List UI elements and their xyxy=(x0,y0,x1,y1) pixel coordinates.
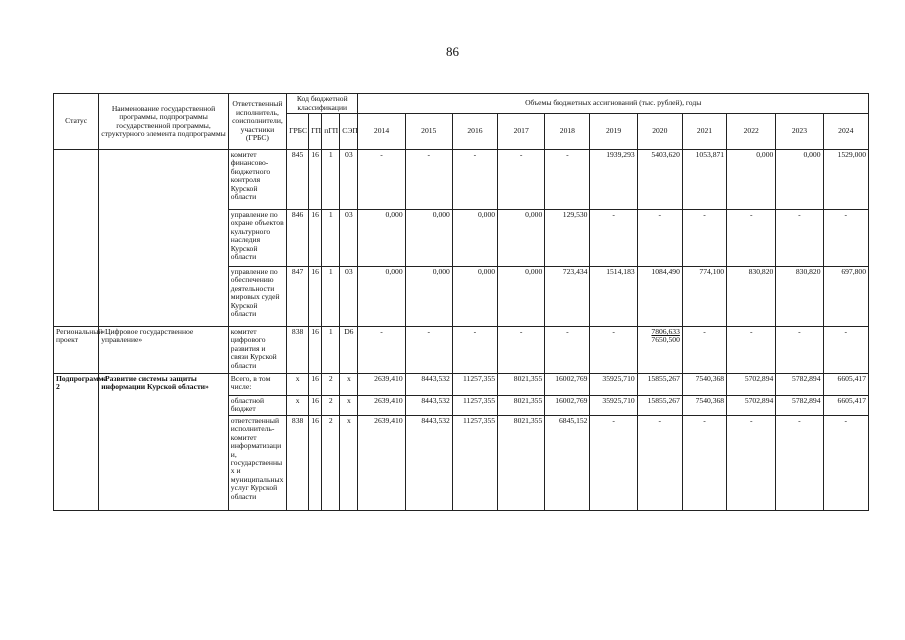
table-body xyxy=(54,150,869,511)
row-grbs: 847 xyxy=(287,267,309,327)
row-responsible: управление по охране объектов культурного наследия Курской области xyxy=(228,210,286,267)
row-value: 7540,368 xyxy=(682,396,726,416)
row-value: 0,000 xyxy=(727,150,776,210)
row-value: 16002,769 xyxy=(545,396,590,416)
row-value: - xyxy=(358,327,405,374)
row-value: 6605,417 xyxy=(823,396,868,416)
row-sep: 03 xyxy=(340,210,358,267)
row-pgp: 2 xyxy=(322,396,340,416)
row-gp: 16 xyxy=(309,396,322,416)
header-year: 2014 xyxy=(358,114,405,150)
row-value: 1514,183 xyxy=(590,267,637,327)
row-name xyxy=(99,150,229,327)
row-value: 7540,368 xyxy=(682,374,726,396)
header-year: 2018 xyxy=(545,114,590,150)
header-responsible: Ответственный исполнитель, соисполнители, участники (ГРБС) xyxy=(228,94,286,150)
row-value: - xyxy=(405,150,452,210)
row-value: 1053,871 xyxy=(682,150,726,210)
row-value: 11257,355 xyxy=(452,374,497,396)
row-value: 2639,410 xyxy=(358,396,405,416)
row-pgp: 2 xyxy=(322,374,340,396)
header-code-col: ГРБС xyxy=(287,114,309,150)
row-responsible: комитет финансово-бюджетного контроля Курской области xyxy=(228,150,286,210)
header-year: 2021 xyxy=(682,114,726,150)
row-value: - xyxy=(823,210,868,267)
row-value: 1529,000 xyxy=(823,150,868,210)
row-value: 1084,490 xyxy=(637,267,682,327)
header-year: 2024 xyxy=(823,114,868,150)
header-year: 2023 xyxy=(776,114,823,150)
header-code-group: Код бюджетной классификации xyxy=(287,94,358,114)
row-value-secondary: 7650,500 xyxy=(651,335,680,345)
row-value: - xyxy=(498,327,545,374)
row-responsible: областной бюджет xyxy=(228,396,286,416)
row-value: 8021,355 xyxy=(498,396,545,416)
row-value: - xyxy=(545,150,590,210)
header-year: 2015 xyxy=(405,114,452,150)
row-value: - xyxy=(590,416,637,511)
row-pgp: 2 xyxy=(322,416,340,511)
row-name: «Развитие системы защиты информации Курской области» xyxy=(99,374,229,511)
row-value: 830,820 xyxy=(776,267,823,327)
row-value: - xyxy=(682,327,726,374)
row-sep: x xyxy=(340,416,358,511)
row-name: «Цифровое государственное управление» xyxy=(99,327,229,374)
row-value: 35925,710 xyxy=(590,396,637,416)
table-row xyxy=(54,150,869,210)
table-row xyxy=(54,374,869,396)
row-responsible: комитет цифрового развития и связи Курской области xyxy=(228,327,286,374)
row-value: 5702,894 xyxy=(727,396,776,416)
row-value: 16002,769 xyxy=(545,374,590,396)
row-value: 6845,152 xyxy=(545,416,590,511)
row-value: 0,000 xyxy=(358,210,405,267)
row-value: - xyxy=(776,327,823,374)
row-value: 0,000 xyxy=(358,267,405,327)
row-pgp: 1 xyxy=(322,210,340,267)
row-gp: 16 xyxy=(309,210,322,267)
row-gp: 16 xyxy=(309,416,322,511)
row-value: 0,000 xyxy=(405,210,452,267)
row-value: - xyxy=(637,416,682,511)
row-value: 15855,267 xyxy=(637,374,682,396)
row-gp: 16 xyxy=(309,150,322,210)
row-gp: 16 xyxy=(309,327,322,374)
header-status: Статус xyxy=(54,94,99,150)
row-value: - xyxy=(452,150,497,210)
row-value: 0,000 xyxy=(405,267,452,327)
row-value: - xyxy=(637,210,682,267)
header-year: 2019 xyxy=(590,114,637,150)
row-value: - xyxy=(682,210,726,267)
row-value: - xyxy=(823,416,868,511)
row-value: 0,000 xyxy=(498,210,545,267)
row-value: - xyxy=(682,416,726,511)
row-value: - xyxy=(590,327,637,374)
row-value: - xyxy=(498,150,545,210)
page-number: 86 xyxy=(446,44,459,59)
row-value: - xyxy=(776,416,823,511)
header-year: 2016 xyxy=(452,114,497,150)
header-code-col: пГП xyxy=(322,114,340,150)
row-value: - xyxy=(727,327,776,374)
row-value: 0,000 xyxy=(452,210,497,267)
row-value: - xyxy=(452,327,497,374)
header-code-col: СЭП xyxy=(340,114,358,150)
row-sep: x xyxy=(340,374,358,396)
row-value xyxy=(637,327,682,374)
row-grbs: 846 xyxy=(287,210,309,267)
header-year: 2022 xyxy=(727,114,776,150)
row-value: - xyxy=(727,210,776,267)
row-value: 1939,293 xyxy=(590,150,637,210)
row-sep: D6 xyxy=(340,327,358,374)
row-value: - xyxy=(823,327,868,374)
row-value: 129,530 xyxy=(545,210,590,267)
row-value: 5782,894 xyxy=(776,396,823,416)
row-sep: 03 xyxy=(340,150,358,210)
header-name: Наименование государственной программы, подпрограммы государственной программы, структурного элемента подпрограммы xyxy=(99,94,229,150)
row-value: 774,100 xyxy=(682,267,726,327)
row-value: 697,800 xyxy=(823,267,868,327)
row-value: - xyxy=(590,210,637,267)
row-status: Подпрограмма 2 xyxy=(54,374,99,511)
row-value: - xyxy=(727,416,776,511)
row-value: - xyxy=(358,150,405,210)
header-year: 2017 xyxy=(498,114,545,150)
row-value: 8443,532 xyxy=(405,374,452,396)
row-pgp: 1 xyxy=(322,150,340,210)
row-value: 5782,894 xyxy=(776,374,823,396)
row-value: 8443,532 xyxy=(405,416,452,511)
row-sep: 03 xyxy=(340,267,358,327)
header-code-col: ГП xyxy=(309,114,322,150)
row-status xyxy=(54,150,99,327)
row-grbs: x xyxy=(287,374,309,396)
row-grbs: x xyxy=(287,396,309,416)
header-volume-group: Объемы бюджетных ассигнований (тыс. рублей), годы xyxy=(358,94,869,114)
row-value: 723,434 xyxy=(545,267,590,327)
row-value: 5403,620 xyxy=(637,150,682,210)
row-sep: x xyxy=(340,396,358,416)
row-pgp: 1 xyxy=(322,327,340,374)
row-value: 2639,410 xyxy=(358,374,405,396)
row-value: 11257,355 xyxy=(452,416,497,511)
row-value: - xyxy=(545,327,590,374)
row-responsible: управление по обеспечению деятельности мировых судей Курской области xyxy=(228,267,286,327)
row-status: Региональный проект xyxy=(54,327,99,374)
row-grbs: 838 xyxy=(287,327,309,374)
row-value: 830,820 xyxy=(727,267,776,327)
row-value: 0,000 xyxy=(776,150,823,210)
row-gp: 16 xyxy=(309,374,322,396)
row-value: 35925,710 xyxy=(590,374,637,396)
row-value: - xyxy=(405,327,452,374)
row-value: 0,000 xyxy=(452,267,497,327)
row-grbs: 838 xyxy=(287,416,309,511)
row-value: 8443,532 xyxy=(405,396,452,416)
table-row xyxy=(54,327,869,374)
row-value: 8021,355 xyxy=(498,416,545,511)
row-value: 6605,417 xyxy=(823,374,868,396)
row-value-primary: 7806,633 xyxy=(651,327,680,336)
row-grbs: 845 xyxy=(287,150,309,210)
row-value: 2639,410 xyxy=(358,416,405,511)
row-value: 5702,894 xyxy=(727,374,776,396)
row-value: 15855,267 xyxy=(637,396,682,416)
header-year: 2020 xyxy=(637,114,682,150)
row-responsible: Всего, в том числе: xyxy=(228,374,286,396)
row-responsible: ответственный исполнитель-комитет информатизации, государственных и муниципальных услуг Курской области xyxy=(228,416,286,511)
row-value: - xyxy=(776,210,823,267)
row-value: 11257,355 xyxy=(452,396,497,416)
budget-table xyxy=(53,93,869,511)
row-value: 8021,355 xyxy=(498,374,545,396)
row-gp: 16 xyxy=(309,267,322,327)
row-value: 0,000 xyxy=(498,267,545,327)
row-pgp: 1 xyxy=(322,267,340,327)
